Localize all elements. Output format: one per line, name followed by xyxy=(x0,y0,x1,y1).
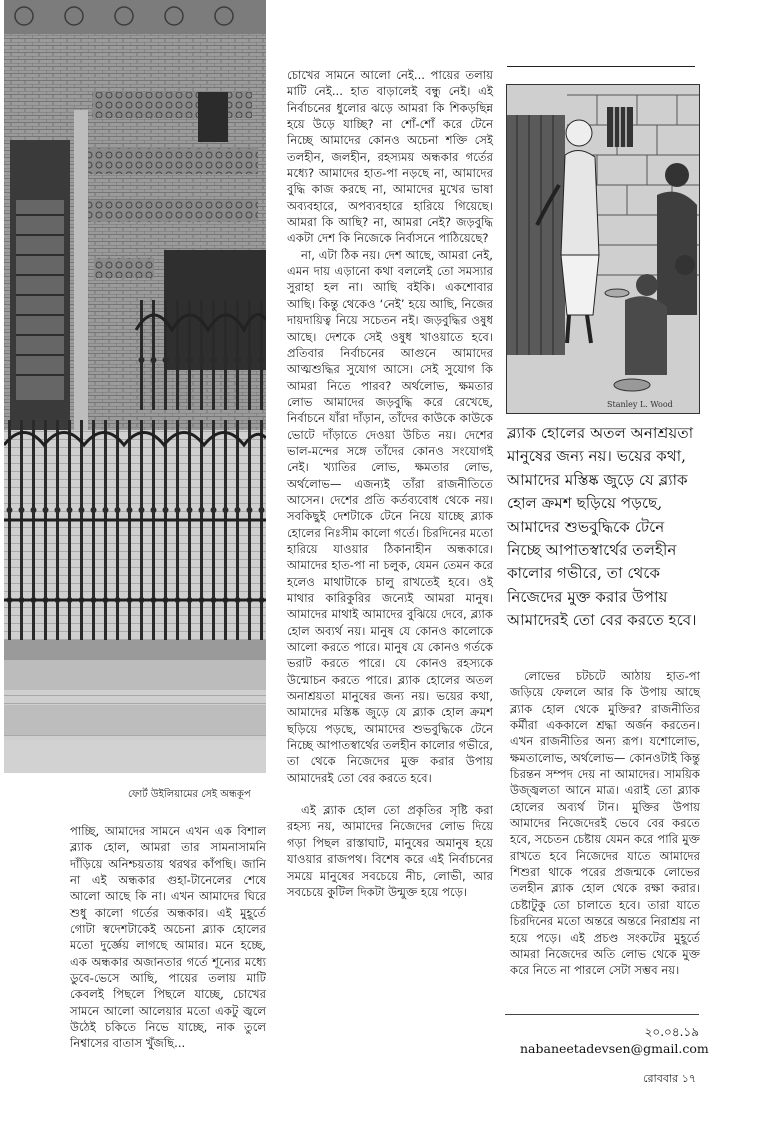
illustration-signature: Stanley L. Wood xyxy=(607,400,673,409)
paragraph: এই ব্ল্যাক হোল তো প্রকৃতির সৃষ্টি করা রহস্য নয়, আমাদের নিজেদের লোভ দিয়ে গড়া পিছল রাস্তাঘাট, মানুষের অমানুষ হয়ে যাওয়ার রাজপথ। বিশেষ করে এই নির্বাচনের সময়ে মানুষের সবচেয়ে নীচ, লোভী, আর সবচেয়ে কুটিল দিকটা উন্মুক্ত হয়ে পড়ে। xyxy=(287,803,493,899)
article-column-left xyxy=(70,823,266,1052)
paragraph: পাচ্ছি, আমাদের সামনে এখন এক বিশাল ব্ল্যাক হোল, আমরা তার সামনাসামনি দাঁড়িয়ে অনিশ্চয়তায় থরথর কাঁপছি। জানি না এই অন্ধকার গুহা-টানেলের শেষে আলো আছে কি না। এখন আমাদের ঘিরে শুধু কালো গর্তের অন্ধকার। এই মুহূর্তে গোটা স্বদেশটাকেই অচেনা ব্ল্যাক হোলের মতো দুর্জ্ঞেয় লাগছে আমার। মনে হচ্ছে, এক অন্ধকার অজানতার গর্তে শূন্যের মধ্যে ডুবে-ভেসে আছি, পায়ের তলায় মাটি কেবলই পিছলে পিছলে যাচ্ছে, চোখের সামনে আলো আলেয়ার মতো একটু জ্বলে উঠেই চকিতে নিভে যাচ্ছে, নাক তুলে নিশ্বাসের বাতাস খুঁজছি... xyxy=(70,824,266,1051)
fort-william-photo xyxy=(4,0,266,773)
black-hole-illustration xyxy=(506,84,700,414)
author-email[interactable]: nabaneetadevsen@gmail.com xyxy=(520,1041,709,1056)
article-column-middle xyxy=(287,67,493,900)
article-column-right xyxy=(510,668,700,979)
article-date: ২০.০৪.১৯ xyxy=(644,1025,699,1039)
photo-caption: ফোর্ট উইলিয়ামের সেই অন্ধকূপ xyxy=(128,789,251,800)
paragraph: না, এটা ঠিক নয়। দেশ আছে, আমরা নেই, এমন দায় এড়ানো কথা বললেই তো সমস্যার সুরাহা হল না। আছি বইকি। একশোবার আছি। কিন্তু থেকেও ‘নেই’ হয়ে আছি, নিজের দায়দায়িত্ব নিয়ে সচেতন নই। জড়বুদ্ধির ওষুধ আছে। দেশকে সেই ওষুধ খাওয়াতে হবে। প্রতিবার নির্বাচনের আগুনে আমাদের আত্মশুদ্ধির সুযোগ আসে। সেই সুযোগ কি আমরা নিতে পারব? অর্থলোভ, ক্ষমতার লোভ আমাদের জড়বুদ্ধি করে রেখেছে, নির্বাচনে যাঁরা দাঁড়ান, তাঁদের কাউকে কাউকে ভোটে দাঁড়াতে দেওয়া উচিত নয়। দেশের ভাল-মন্দের সঙ্গে তাঁদের কোনও সংযোগই নেই। খ্যাতির লোভ, ক্ষমতার লোভ, অর্থলোভ— এজন্যই তাঁরা রাজনীতিতে আসেন। দেশের প্রতি কর্তব্যবোধ থেকে নয়। সবকিছুই দেশটাকে টেনে নিয়ে যাচ্ছে ব্ল্যাক হোলের নিঃসীম কালো গর্তে। চিরদিনের মতো হারিয়ে যাওয়ার ঠিকানাহীন অন্ধকারে। আমাদের হাত-পা না চলুক, যেমন তেমন করে হলেও মাথাটাকে চালু রাখতেই হবে। ওই মাথার কারিকুরির জন্যেই আমরা মানুষ। আমাদের মাথাই আমাদের বুঝিয়ে দেবে, ব্ল্যাক হোল অব্যর্থ নয়। মানুষ যে কোনও কালোকে আলো করতে পারে। মানুষ যে কোনও গর্তকে ভরাট করতে পারে। যে কোনও রহস্যকে উন্মোচন করতে পারে। ব্ল্যাক হোলের অতল অনাশ্রয়তা মানুষের জন্য নয়। ভয়ের কথা, আমাদের মস্তিষ্ক জুড়ে যে ব্ল্যাক হোল ক্রমশ ছড়িয়ে পড়ছে, আমাদের শুভবুদ্ধিকে টেনে নিচ্ছে আপাতস্বার্থের তলহীন কালোর গভীরে, তা থেকে নিজেদের মুক্ত করার উপায় আমাদেরই তো বের করতে হবে। xyxy=(287,247,493,785)
page-number: রোববার ১৭ xyxy=(643,1072,696,1085)
pull-quote-text: ব্ল্যাক হোলের অতল অনাশ্রয়তা মানুষের জন্য নয়। ভয়ের কথা, আমাদের মস্তিষ্ক জুড়ে যে ব্ল্যাক হোল ক্রমশ ছড়িয়ে পড়ছে, আমাদের শুভবুদ্ধিকে টেনে নিচ্ছে আপাতস্বার্থের তলহীন কালোর গভীরে, তা থেকে নিজেদের মুক্ত করার উপায় আমাদেরই তো বের করতে হবে। xyxy=(507,424,697,630)
pull-quote xyxy=(507,422,702,633)
divider xyxy=(507,66,695,67)
paragraph: চোখের সামনে আলো নেই... পায়ের তলায় মাটি নেই... হাত বাড়ালেই বন্ধু নেই। এই নির্বাচনের ধুলোর ঝড়ে আমরা কি শিকড়ছিন্ন হয়ে উড়ে যাচ্ছি? না শোঁ-শোঁ করে টেনে নিচ্ছে আমাদের কোনও অচেনা শক্তি সেই তলহীন, জলহীন, রহস্যময় অন্ধকার গর্তের মধ্যে? আমাদের হাত-পা নড়ছে না, আমাদের বুদ্ধি কাজ করছে না, আমাদের মুখের ভাষা অব্যবহারে, অপব্যবহারে হারিয়ে গিয়েছে। আমরা কি আছি? না, আমরা নেই? জড়বুদ্ধি একটা দেশ কি নিজেকে নির্বাসনে পাঠিয়েছে? xyxy=(287,68,493,246)
divider xyxy=(505,1014,699,1015)
paragraph: লোভের চটচটে আঠায় হাত-পা জড়িয়ে ফেললে আর কি উপায় আছে ব্ল্যাক হোল থেকে মুক্তির? রাজনীতির কর্মীরা এককালে শ্রদ্ধা অর্জন করতেন। এখন রাজনীতির অন্য রূপ। যশোলোভ, ক্ষমতালোভ, অর্থলোভ— কোনওটাই কিন্তু চিরন্তন সম্পদ দেয় না আমাদের। সাময়িক উজ্জ্বলতা আনে মাত্র। এরাই তো ব্ল্যাক হোলের অব্যর্থ টান। মুক্তির উপায় আমাদের নিজেদেরই ভেবে বের করতে হবে, সচেতন চেষ্টায় যেমন করে পারি মুক্ত রাখতে হবে নিজেদের যাতে আমাদের শিশুরা থাকে পরের প্রজন্মকে লোভের তলহীন ব্ল্যাক হোল থেকে রক্ষা করার। চেষ্টাটুকু তো চালাতে হবে। তারা যাতে চিরদিনের মতো অন্তরে অন্তরে নিরাশ্রয় না হয়ে পড়ে। এই প্রচণ্ড সংকটের মুহূর্তে আমরা নিজেদের অতি লোভ থেকে মুক্ত করে নিতে না পারলে সেটা সম্ভব নয়। xyxy=(510,669,700,978)
